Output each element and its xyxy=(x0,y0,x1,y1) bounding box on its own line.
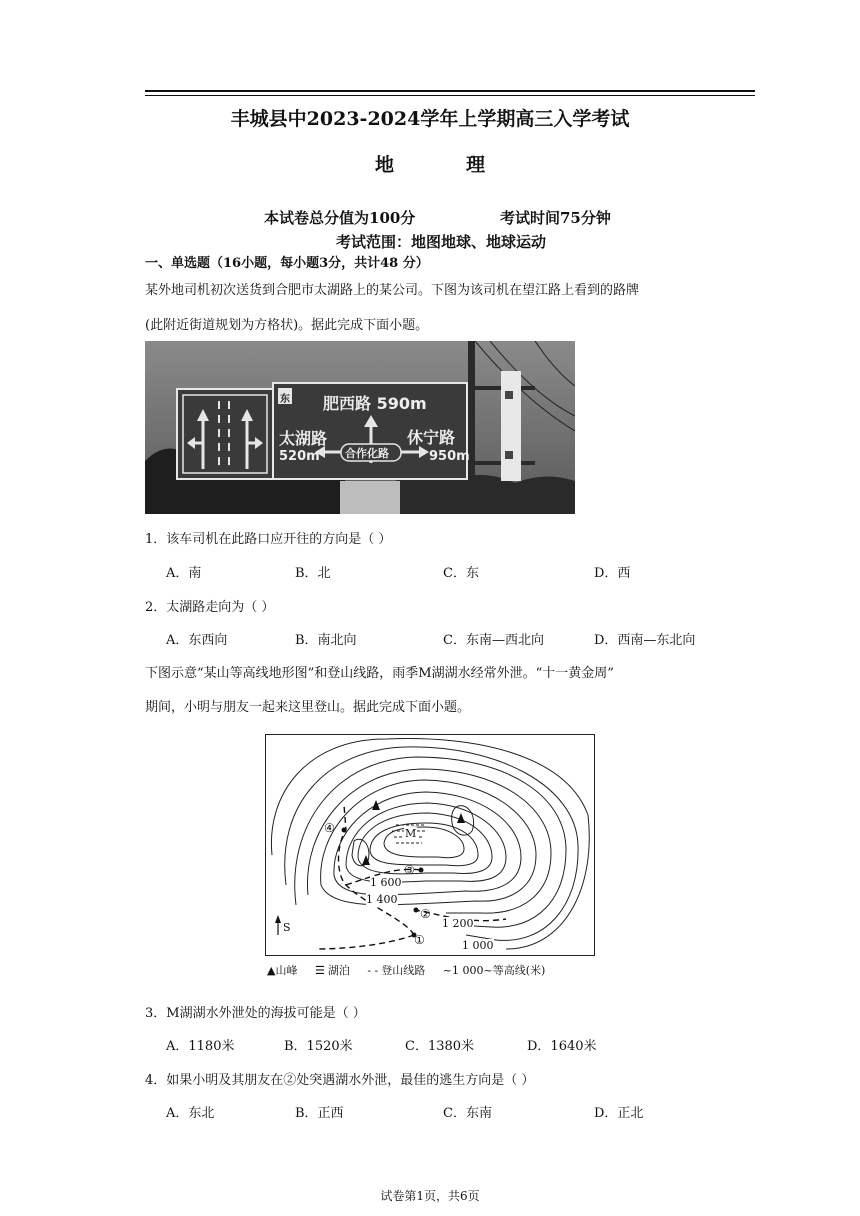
lake-icon: ☰ xyxy=(314,964,325,977)
header-rule-thin xyxy=(145,95,755,96)
point-label-4: ④ xyxy=(324,821,335,835)
question-2-stem: 2．太湖路走向为（ ） xyxy=(145,600,275,615)
question-3-stem: 3．M湖湖水外泄处的海拔可能是（ ） xyxy=(145,1006,366,1021)
question-1-stem: 1．该车司机在此路口应开往的方向是（ ） xyxy=(145,532,392,547)
question-4-option-c: C．东南 xyxy=(443,1106,492,1121)
question-1-option-d: D．西 xyxy=(594,566,631,581)
scope-info: 考试范围：地图地球、地球运动 xyxy=(336,233,547,251)
question-3-option-d: D．1640米 xyxy=(527,1039,597,1054)
legend-route: - - 登山线路 xyxy=(367,964,426,977)
subject-char-2: 理 xyxy=(466,154,486,176)
sign-direction-tag: 东 xyxy=(280,394,290,405)
question-4-stem: 4．如果小明及其朋友在②处突遇湖水外泄，最佳的逃生方向是（ ） xyxy=(145,1073,535,1088)
section-title: 一、单选题（16小题，每小题3分，共计48 分） xyxy=(145,256,429,271)
question-4-option-a: A．东北 xyxy=(166,1106,215,1121)
intro-paragraph-3: 下图示意“某山等高线地形图”和登山线路，雨季M湖湖水经常外泄。“十一黄金周” xyxy=(145,666,614,681)
question-2-option-c: C．东南—西北向 xyxy=(443,633,544,648)
sign-east-road: 休宁路 xyxy=(407,428,456,447)
contour-label-1000: 1 000 xyxy=(462,939,494,952)
lake-label: M xyxy=(405,827,417,840)
question-2-option-b: B．南北向 xyxy=(295,633,357,648)
question-2-option-d: D．西南—东北向 xyxy=(594,633,696,648)
question-1-option-c: C．东 xyxy=(443,566,479,581)
score-info: 本试卷总分值为100分 xyxy=(264,209,416,227)
question-3-option-a: A．1180米 xyxy=(166,1039,235,1054)
intro-paragraph-1: 某外地司机初次送货到合肥市太湖路上的某公司。下图为该司机在望江路上看到的路牌 xyxy=(145,283,640,298)
contour-lines xyxy=(266,735,594,955)
legend-contour: ~1 000~等高线(米) xyxy=(442,964,546,977)
point-label-2: ② xyxy=(420,907,431,921)
question-1-option-b: B．北 xyxy=(295,566,331,581)
contour-map xyxy=(265,734,595,956)
legend-peak: ▲山峰 xyxy=(267,964,298,977)
subject-title xyxy=(0,150,860,177)
dashed-line-icon: - - xyxy=(367,964,379,977)
map-legend xyxy=(267,962,559,978)
direction-label: S xyxy=(283,921,291,934)
sign-north-road: 肥西路 590m xyxy=(323,394,427,413)
sign-west-distance: 520m xyxy=(279,449,320,464)
contour-label-1200: 1 200 xyxy=(442,917,474,930)
question-3-option-b: B．1520米 xyxy=(284,1039,353,1054)
intro-paragraph-4: 期间，小明与朋友一起来这里登山。据此完成下面小题。 xyxy=(145,700,471,715)
question-1-option-a: A．南 xyxy=(166,566,202,581)
header-rule-thick xyxy=(145,90,755,92)
intro-paragraph-2: (此附近街道规划为方格状)。据此完成下面小题。 xyxy=(145,318,429,333)
sign-center-road: 合作化路 xyxy=(345,447,389,460)
contour-label-1400: 1 400 xyxy=(366,893,398,906)
subject-char-1: 地 xyxy=(374,154,394,176)
point-label-3: ③ xyxy=(404,863,415,877)
question-4-option-b: B．正西 xyxy=(295,1106,344,1121)
point-label-1: ① xyxy=(414,933,425,947)
legend-lake: ☰ 湖泊 xyxy=(314,964,350,977)
exam-title: 丰城县中2023-2024学年上学期高三入学考试 xyxy=(230,108,630,130)
page-footer: 试卷第1页，共6页 xyxy=(380,1189,480,1203)
question-2-option-a: A．东西向 xyxy=(166,633,228,648)
road-sign-photo xyxy=(145,341,575,514)
contour-icon: ~ xyxy=(442,964,452,977)
contour-label-1600: 1 600 xyxy=(370,876,402,889)
sign-west-road: 太湖路 xyxy=(279,429,328,448)
peak-icon: ▲ xyxy=(267,964,276,977)
sign-east-distance: 950m xyxy=(429,449,470,464)
question-4-option-d: D．正北 xyxy=(594,1106,644,1121)
question-3-option-c: C．1380米 xyxy=(405,1039,475,1054)
time-info: 考试时间75分钟 xyxy=(500,209,611,227)
